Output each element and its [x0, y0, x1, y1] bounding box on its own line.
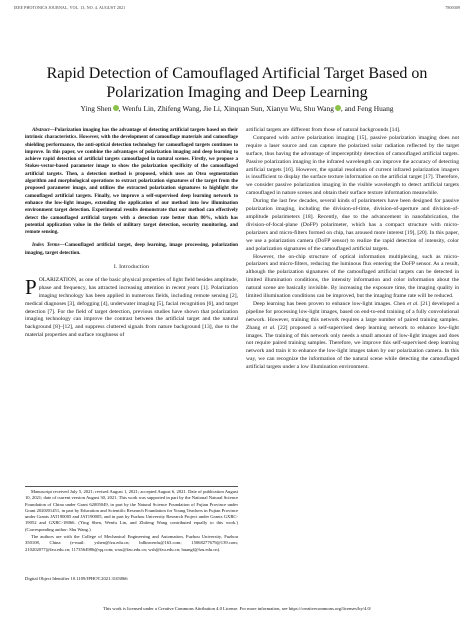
author-names-3: , and Feng Huang	[340, 104, 394, 113]
right-column	[246, 127, 459, 372]
abstract-lead: Abstract	[32, 127, 50, 133]
author-names-1: Ying Shen	[80, 104, 112, 113]
doi: Digital Object Identifier 10.1109/JPHOT.2021.3103866	[25, 576, 128, 581]
author-names-2: , Wenfu Lin, Zhifeng Wang, Jie Li, Xinquan Sun, Xianyu Wu, Shu Wang	[118, 104, 334, 113]
journal-name: IEEE PHOTONICS JOURNAL, VOL. 13, NO. 4, AUGUST 2021	[14, 5, 126, 10]
page-number: 7800309	[445, 5, 460, 10]
index-terms-lead: Index Terms	[32, 242, 60, 249]
footnote	[25, 486, 238, 554]
right-paragraph-5	[246, 301, 459, 372]
right-paragraph-2: Compared with active polarization imaging [15], passive polarization imaging does not require a laser source and can capture the polarized solar radiation reflected by the target surface, thus having the advantage of imperceptibly detection of camouflaged artificial targets. Passive polarization imaging in the infrared wavelength can improve the accuracy of detecting artificial targets [16]. However, the spatial resolution of current infrared polarization imagers is insufficient to display the surface texture information on the artificial target [17]. Therefore, we consider passive polarization imaging in the visible wavelength to detect artificial targets camouflaged in nature scenes and obtain their surface texture information meanwhile.	[246, 134, 459, 197]
affiliation-note: The authors are with the College of Mechanical Engineering and Automation, Fuzhou University, Fuzhou 350108, China (e-mail: yshen@fzu.edu.cn; bdlinwenfu@163.com; 15068277679@139.com; 210202077@fzu.edu.cn; 1173564986@qq.com; wxu@fzu.edu.cn; wsh@fzu.edu.cn; huangf@fzu.edu.cn).	[25, 534, 238, 552]
intro-paragraph	[25, 274, 239, 340]
index-terms	[25, 242, 238, 257]
section-heading: I. Introduction	[113, 264, 150, 271]
paper-title: Rapid Detection of Camouflaged Artificial Target Based on Polarization Imaging and Deep Learning	[46, 65, 428, 101]
p5-text-a: Deep learning has been proven to enhance low-light images. Chen	[253, 300, 408, 307]
p5-text-c: [22] proposed a self-supervised deep learning network to enhance low-light images. The training of this network only needs a small amount of low-light images and does not require paired training samples. Therefore, we improve this self-supervised deep learning network and train it to enhance the low-light images taken by our polarization camera. In this way, we can recognize the information of the natural scene while detecting the camouflaged artificial targets under a low illumination environment.	[246, 324, 459, 371]
manuscript-note: Manuscript received July 5, 2021; revised August 1, 2021; accepted August 6, 2021. Date of publication August 10, 2021; date of current version August 30, 2021. This work was supported in part by the National Natural Science Foundation of China under Grant 62005049, in part by the Natural Science Foundation of Fujian Province under Grant 2020J01451, in part by Education and Scientific Research Foundation for Young Teachers in Fujian Province under Grants JAT190005 and JAT190005, and in part by Fuzhou University Research Project under Grants GXRC-19052 and GXRC-18066. (Ying Shen, Wenfu Lin, and Zhifeng Wang contributed equally to this work.) (Corresponding author: Shu Wang.)	[25, 489, 238, 532]
intro-text: OLARIZATION, as one of the basic physical properties of light field besides amplitude, phase and frequency, has attracted increasing attention in recent years [1]. Polarization imaging technology has been applied in numerous fields, including remote sensing [2], medical diagnoses [3], defogging [4], underwater imaging [5], facial recognition [6], and target detection [7]. For the field of target detection, previous studies have shown that polarization imaging technology can improve the contrast between the artificial target and the natural background [8]–[12], and suppress cluttered signals from nature background [13], due to the material properties and surface roughness of	[25, 276, 239, 339]
p5-text-b: [21] developed a pipeline for processing low-light images, based on end-to-end training of a fully convolutional network. However, training this network requires a large number of paired training samples. Zhang	[246, 300, 459, 331]
right-paragraph-1: artificial targets are different from those of natural backgrounds [14].	[246, 127, 401, 133]
drop-cap: P	[25, 274, 37, 299]
license-notice[interactable]: This work is licensed under a Creative Commons Attribution 4.0 License. For more information, see https://creativecommons.org/licenses/by/4.0/	[102, 606, 372, 611]
et-al-1: et al.	[407, 300, 419, 307]
et-al-2: et al.	[262, 324, 276, 331]
abstract-text: —Polarization imaging has the advantage of detecting artificial targets based on their intrinsic characteristics. However, with the development of camouflage materials and camouflage shielding performance, the anti-optical detection technology for camouflaged targets continues to improve. In this paper, we combine the advantages of polarization imaging and deep learning to achieve rapid detection of artificial targets camouflaged in natural scenes. Firstly, we propose a Stokes-vector-based parameter image to show the polarization specificity of the camouflaged artificial targets. Then, a detection method is proposed, which uses an Otsu segmentation algorithm and morphological operations to extract polarization signatures of the target from the proposed parameter image, and utilizes the extracted polarization signatures to highlight the camouflaged artificial targets. Finally, we improve a self-supervised deep learning network to enhance the low-light images, extending the application of our method into low illumination environment target detection. Experimental results demonstrate that our method can effectively detect the camouflaged artificial targets with a detection rate better than 80%, which has potential application value in the fields of military target detection, security monitoring, and remote sensing.	[25, 127, 238, 236]
running-head	[14, 5, 460, 10]
index-terms-text: —Camouflaged artificial target, deep learning, image processing, polarization imaging, target detection.	[25, 242, 238, 256]
left-column	[25, 127, 238, 340]
abstract	[25, 127, 238, 236]
right-paragraph-4: However, the on-chip structure of optical information multiplexing, such as micro-polarizers and micro-filters, reducing the luminous flux entering the DoFP sensor. As a result, although the polarization signatures of the camouflaged artificial targets can be detected in limited illumination conditions, the intensity information and color information about the natural scene are basically invisible. By increasing the exposure time, the imaging quality in limited illumination conditions can be improved, but the imaging frame rate will be reduced.	[246, 253, 459, 300]
right-paragraph-3: During the last few decades, several kinds of polarimeters have been designed for passive polarization imaging, including the division-of-time, division-of-aperture and division-of-amplitude polarimeters [18]. Recently, due to the advancement in nanofabrication, the division-of-focal-plane (DoFP) polarimeter, which has a compact structure with micro-polarizers and micro-filters formed on chip, has aroused more interest [19], [20]. In this paper, we use a polarization camera (DoFP sensor) to realize the rapid detection of intensity, color and polarization signatures of the camouflaged artificial targets.	[246, 198, 459, 252]
author-list	[10, 104, 464, 114]
